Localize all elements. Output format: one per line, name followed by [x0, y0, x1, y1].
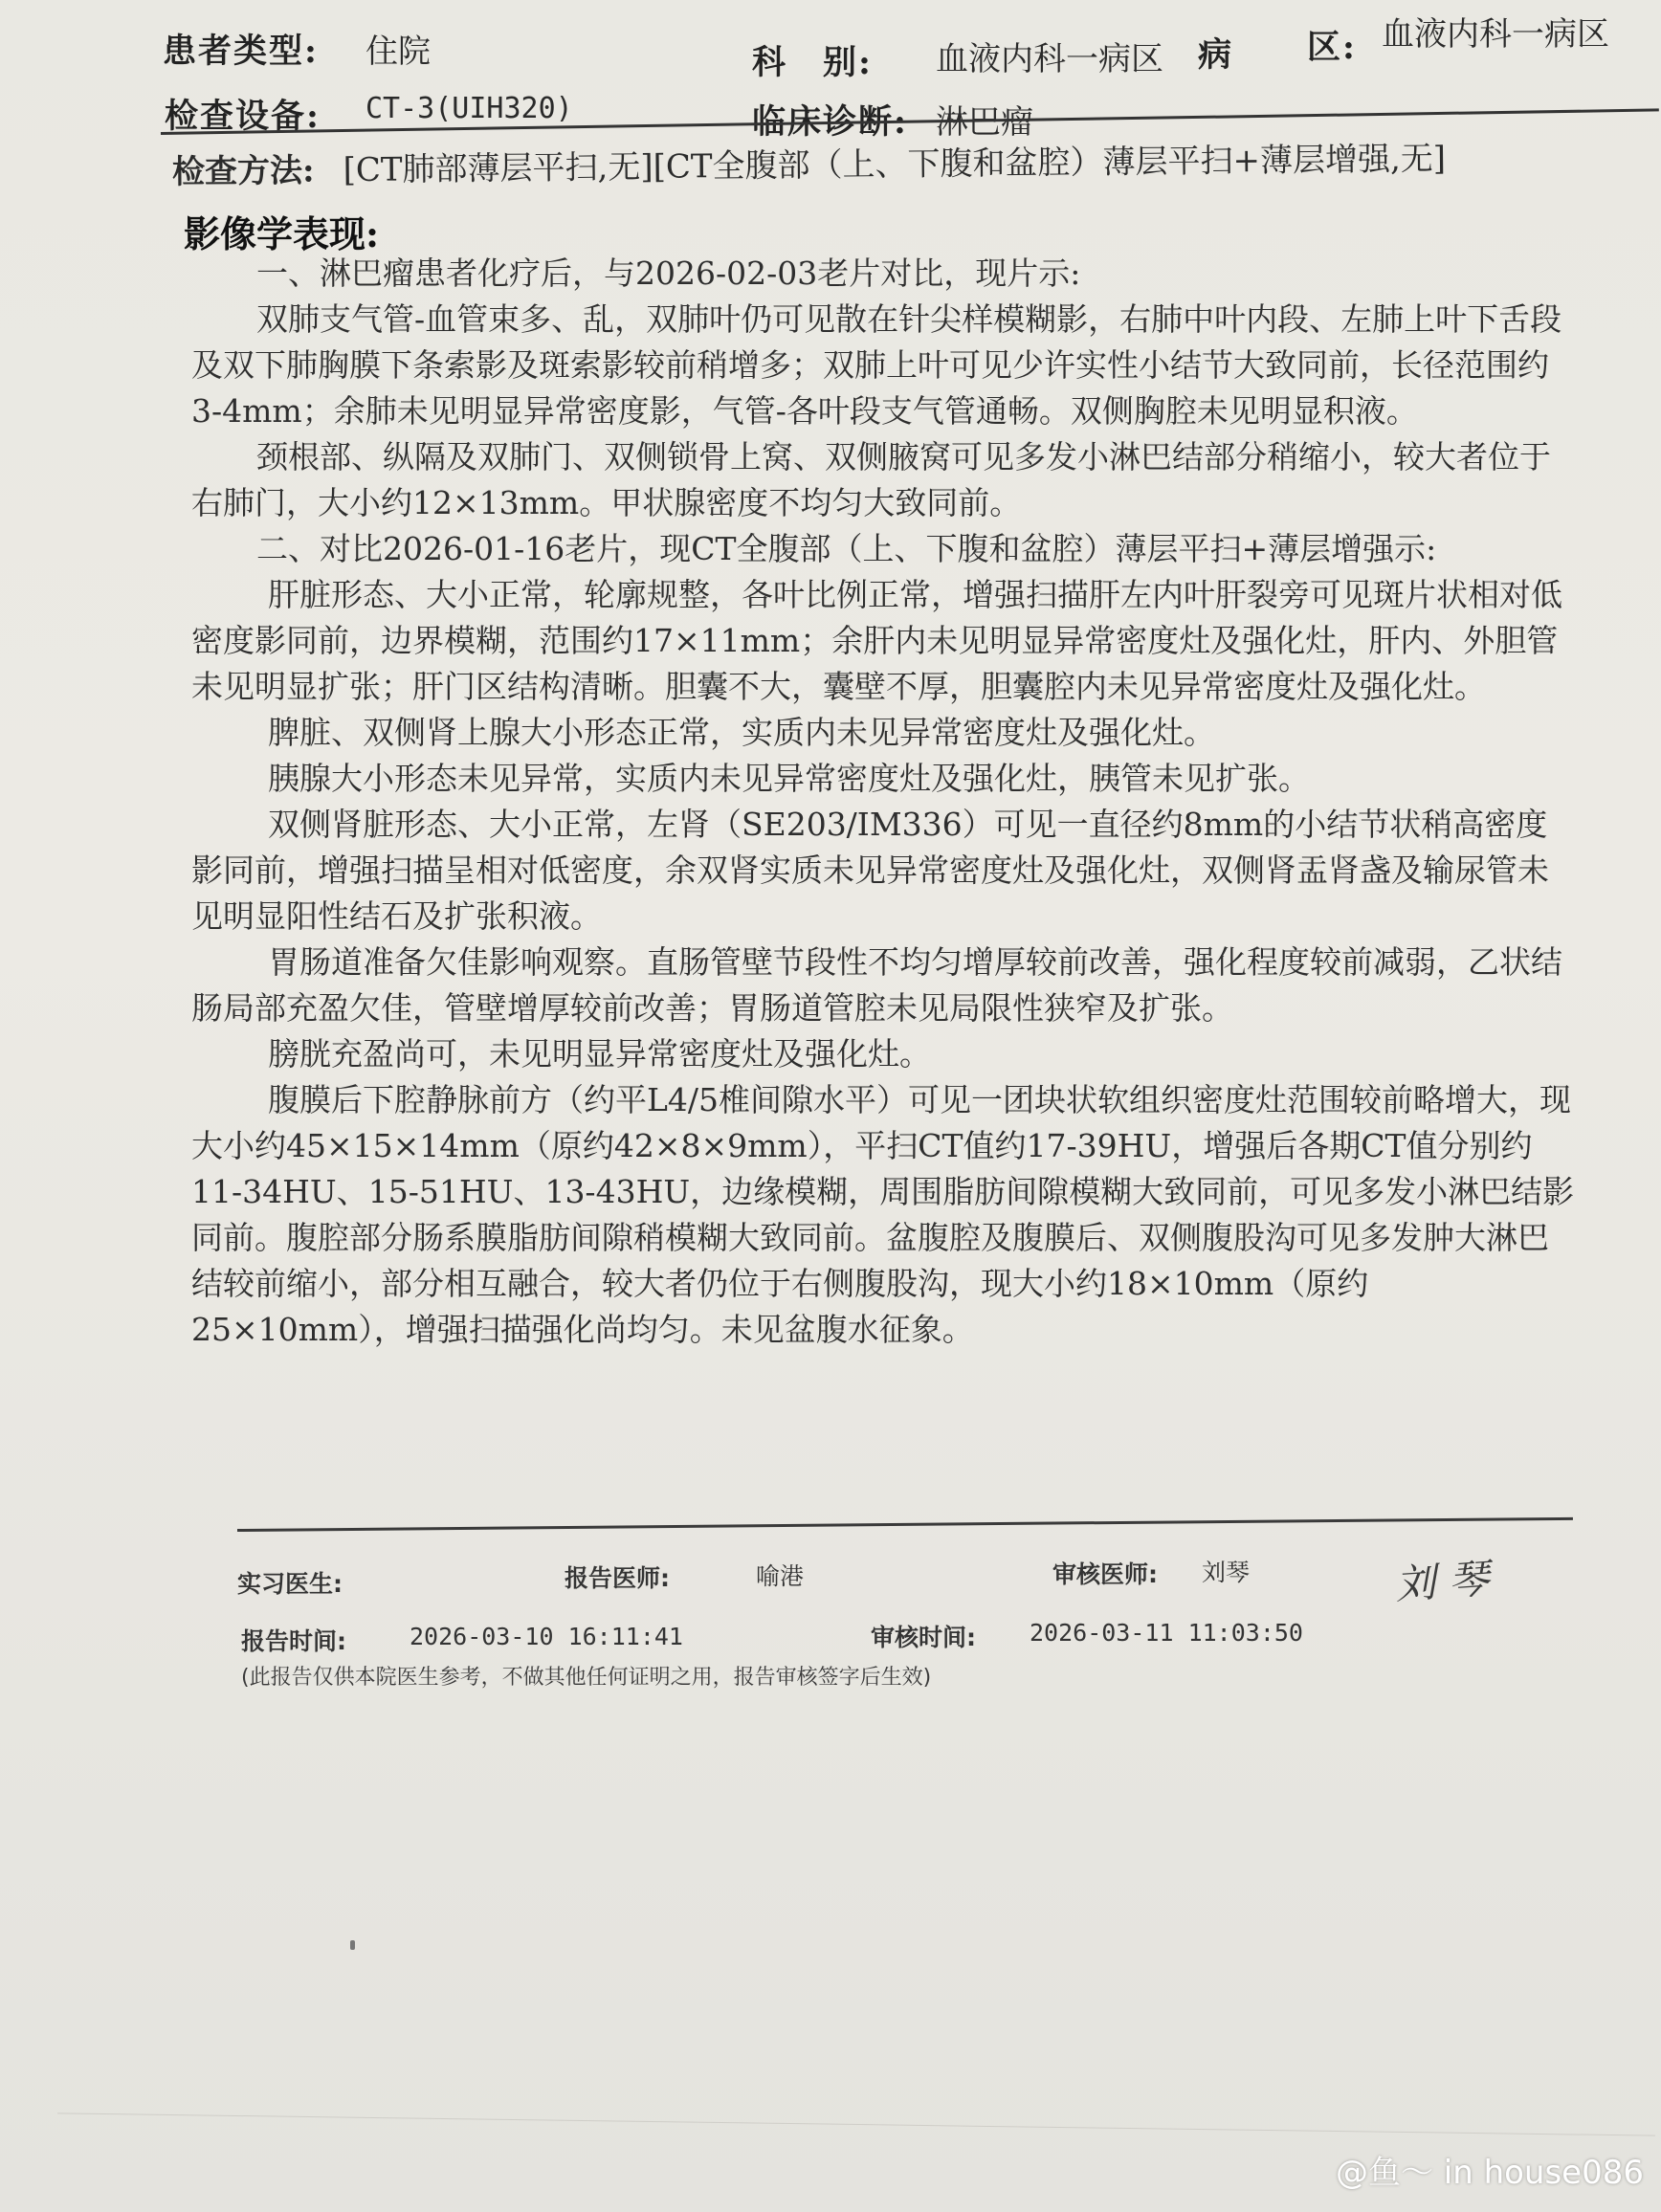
diagnosis-label: 临床诊断:: [752, 102, 908, 142]
reporter-label: 报告医师:: [565, 1564, 670, 1592]
ward-value: 血液内科一病区: [1382, 15, 1609, 54]
findings-paragraph: 胰腺大小形态未见异常，实质内未见异常密度灶及强化灶，胰管未见扩张。: [268, 760, 1310, 797]
paper-speck: [350, 1940, 355, 1950]
findings-paragraph: 双肺支气管-血管束多、乱，双肺叶仍可见散在针尖样模糊影，右肺中叶内段、左肺上叶下舌段及双下肺胸膜下条索影及斑索影较前稍增多；双肺上叶可见少许实性小结节大致同前，长径范围约3-4mm；余肺未见明显异常密度影，气管-各叶段支气管通畅。双侧胸腔未见明显积液。: [191, 300, 1562, 430]
patient-type-value: 住院: [365, 33, 431, 71]
footer-divider: [237, 1517, 1573, 1532]
findings-paragraph: 脾脏、双侧肾上腺大小形态正常，实质内未见异常密度灶及强化灶。: [268, 714, 1215, 751]
reporter-name: 喻港: [756, 1562, 805, 1590]
ward-label-prefix: 病: [1198, 35, 1234, 75]
findings-paragraph: 颈根部、纵隔及双肺门、双侧锁骨上窝、双侧腋窝可见多发小淋巴结部分稍缩小，较大者位于右肺门，大小约12×13mm。甲状腺密度不均匀大致同前。: [191, 438, 1551, 521]
findings-paragraph: 肝脏形态、大小正常，轮廓规整，各叶比例正常，增强扫描肝左内叶肝裂旁可见斑片状相对低密度影同前，边界模糊，范围约17×11mm；余肝内未见明显异常密度灶及强化灶，肝内、外胆管未见明显扩张；肝门区结构清晰。胆囊不大，囊壁不厚，胆囊腔内未见异常密度灶及强化灶。: [191, 576, 1562, 705]
reviewer-label: 审核医师:: [1052, 1560, 1158, 1588]
department-label: 科 别:: [752, 43, 873, 82]
report-time-value: 2026-03-10 16:11:41: [410, 1623, 683, 1650]
findings-title: 影像学表现:: [184, 212, 380, 255]
report-time-label: 报告时间:: [241, 1627, 346, 1655]
department-value: 血液内科一病区: [936, 40, 1163, 78]
photo-watermark: @鱼～ in house086: [1335, 2154, 1644, 2192]
review-time-value: 2026-03-11 11:03:50: [1030, 1619, 1303, 1647]
findings-paragraph: 膀胱充盈尚可，未见明显异常密度灶及强化灶。: [268, 1035, 931, 1073]
findings-paragraph: 一、淋巴瘤患者化疗后，与2026-02-03老片对比，现片示:: [256, 254, 1081, 292]
device-value: CT-3(UIH320): [365, 92, 573, 125]
intern-label: 实习医生:: [237, 1570, 343, 1598]
findings-paragraph: 腹膜后下腔静脉前方（约平L4/5椎间隙水平）可见一团块状软组织密度灶范围较前略增大，现大小约45×15×14mm（原约42×8×9mm），平扫CT值约17-39HU，增强后各期CT值分别约11-34HU、15-51HU、13-43HU，边缘模糊，周围脂肪间隙模糊大致同前，可见多发小淋巴结影同前。腹腔部分肠系膜脂肪间隙稍模糊大致同前。盆腹腔及腹膜后、双侧腹股沟可见多发肿大淋巴结较前缩小，部分相互融合，较大者仍位于右侧腹股沟，现大小约18×10mm（原约25×10mm），增强扫描强化尚均匀。未见盆腹水征象。: [191, 1081, 1575, 1348]
device-label: 检查设备:: [165, 97, 321, 136]
report-disclaimer: (此报告仅供本院医生参考，不做其他任何证明之用，报告审核签字后生效): [241, 1666, 932, 1690]
paper-fold-line: [57, 2112, 1655, 2135]
findings-paragraph: 二、对比2026-01-16老片，现CT全腹部（上、下腹和盆腔）薄层平扫+薄层增强示:: [256, 530, 1437, 567]
exam-method-label: 检查方法:: [171, 151, 315, 191]
reviewer-name: 刘琴: [1202, 1559, 1251, 1586]
findings-body: [191, 251, 1579, 1353]
findings-paragraph: 胃肠道准备欠佳影响观察。直肠管壁节段性不均匀增厚较前改善，强化程度较前减弱，乙状结肠局部充盈欠佳，管壁增厚较前改善；胃肠道管腔未见局限性狭窄及扩张。: [191, 943, 1562, 1027]
diagnosis-value: 淋巴瘤: [936, 103, 1033, 142]
exam-method: [172, 132, 1447, 192]
exam-method-value: [CT肺部薄层平扫,无][CT全腹部（上、下腹和盆腔）薄层平扫+薄层增强,无]: [343, 140, 1447, 190]
patient-type-label: 患者类型:: [163, 32, 319, 71]
ward-label: 区:: [1307, 28, 1357, 67]
review-time-label: 审核时间:: [871, 1624, 976, 1651]
findings-paragraph: 双侧肾脏形态、大小正常，左肾（SE203/IM336）可见一直径约8mm的小结节状稍高密度影同前，增强扫描呈相对低密度，余双肾实质未见异常密度灶及强化灶，双侧肾盂肾盏及输尿管未见明显阳性结石及扩张积液。: [191, 806, 1549, 935]
reviewer-signature: 刘琴: [1393, 1554, 1504, 1608]
